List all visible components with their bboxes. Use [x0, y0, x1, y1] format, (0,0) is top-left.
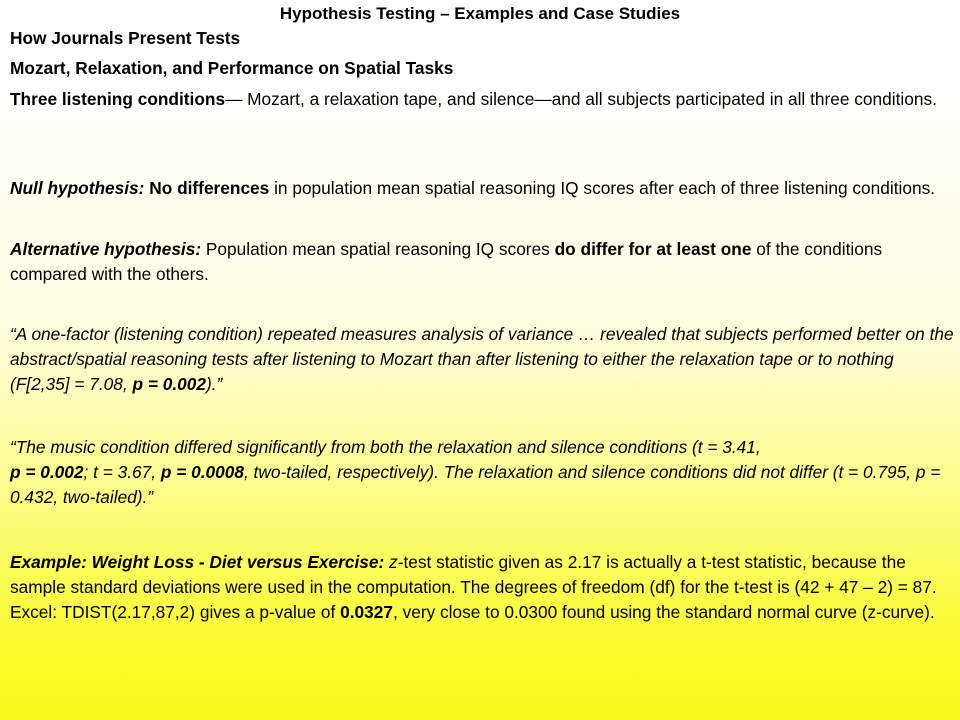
example-part2: , very close to 0.0300 found using the standard normal curve (z-curve).	[392, 602, 935, 622]
alt-hypothesis-part1: Population mean spatial reasoning IQ scores	[201, 239, 555, 259]
example-label: Example: Weight Loss - Diet versus Exercise:	[10, 552, 385, 572]
alt-hypothesis-bold: do differ for at least one	[554, 239, 752, 259]
null-hypothesis-bold: No differences	[149, 178, 270, 198]
conditions-paragraph	[10, 87, 955, 112]
quote-music-p1: p = 0.002	[10, 462, 84, 482]
conditions-lead: Three listening conditions	[10, 89, 226, 109]
heading-journals: How Journals Present Tests	[10, 28, 241, 48]
quote-anova	[10, 322, 955, 397]
null-hypothesis-rest: in population mean spatial reasoning IQ scores after each of three listening conditions.	[269, 178, 936, 198]
slide-title: Hypothesis Testing – Examples and Case Studies	[279, 4, 681, 23]
null-hypothesis-label: Null hypothesis:	[10, 178, 145, 198]
quote-anova-text: “A one-factor (listening condition) repeated measures analysis of variance … revealed that subjects performed better on the abstract/spatial reasoning tests after listening to Mozart than after listening to either the relaxation tape or to nothing (F[2,35] = 7.08,	[10, 324, 954, 394]
quote-anova-p: p = 0.002	[132, 374, 206, 394]
quote-music-rest: , two-tailed, respectively). The relaxation and silence conditions did not differ (t = 0.795, p = 0.432, two-tailed).”	[10, 462, 941, 507]
alternative-hypothesis-paragraph	[10, 237, 910, 287]
alt-hypothesis-label: Alternative hypothesis:	[10, 239, 202, 259]
example-z: z	[384, 552, 398, 572]
quote-music-mid: ; t = 3.67,	[83, 462, 161, 482]
null-hypothesis-paragraph	[10, 176, 955, 201]
alt-hypothesis-part2: of the conditions compared with the others.	[10, 239, 883, 284]
example-part1: -test statistic given as 2.17 is actually a t-test statistic, because the sample standard deviations were used in the computation. The degrees of freedom (df) for the t-test is (42 + 47 – 2) = 87. Excel: TDIST(2.17,87,2) gives a p-value of	[10, 552, 937, 622]
example-pvalue: 0.0327	[340, 602, 393, 622]
example-paragraph	[10, 550, 955, 625]
conditions-rest: — Mozart, a relaxation tape, and silence—and all subjects participated in all three conditions.	[225, 89, 937, 109]
quote-music-line1: “The music condition differed significantly from both the relaxation and silence conditions (t = 3.41,	[10, 437, 761, 457]
heading-mozart: Mozart, Relaxation, and Performance on Spatial Tasks	[10, 58, 454, 78]
quote-music-p2: p = 0.0008	[160, 462, 244, 482]
quote-anova-end: ).”	[205, 374, 223, 394]
quote-music	[10, 435, 955, 510]
